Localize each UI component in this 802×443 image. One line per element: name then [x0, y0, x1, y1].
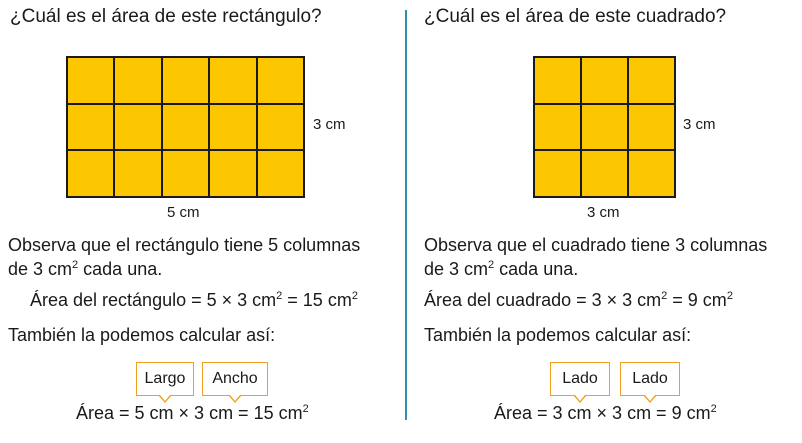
- unit-square-cell: [629, 151, 674, 196]
- width-tag: Ancho: [202, 362, 268, 396]
- unit-square-cell: [258, 105, 303, 150]
- unit-square-cell: [115, 58, 160, 103]
- unit-square-cell: [582, 58, 627, 103]
- unit-square-cell: [68, 105, 113, 150]
- square-area-formula: Área = 3 cm × 3 cm = 9 $cm^2$: [494, 403, 717, 423]
- unit-square-cell: [210, 105, 255, 150]
- rectangle-grid: [66, 56, 305, 198]
- unit-square-cell: [163, 105, 208, 150]
- unit-square-cell: [163, 58, 208, 103]
- square-observe-line2: de 3 $cm^2$ cada una.: [424, 259, 579, 279]
- rectangle-height-label: 3 cm: [313, 116, 346, 133]
- square-question: ¿Cuál es el área de este cuadrado?: [424, 6, 727, 27]
- unit-square-cell: [582, 151, 627, 196]
- square-observe-line1: Observa que el cuadrado tiene 3 columnas: [424, 235, 768, 255]
- unit-square-cell: [258, 58, 303, 103]
- rectangle-area-formula: Área = 5 cm × 3 cm = 15 $cm^2$: [76, 403, 309, 423]
- rectangle-observe-line2: de 3 $cm^2$ cada una.: [8, 259, 163, 279]
- unit-square-cell: [258, 151, 303, 196]
- rectangle-example-panel: [0, 0, 400, 443]
- rectangle-question: ¿Cuál es el área de este rectángulo?: [10, 6, 322, 27]
- unit-square-cell: [163, 151, 208, 196]
- rectangle-width-label: 5 cm: [167, 204, 200, 221]
- unit-square-cell: [68, 151, 113, 196]
- square-height-label: 3 cm: [683, 116, 716, 133]
- length-tag: Largo: [136, 362, 194, 396]
- unit-square-cell: [535, 58, 580, 103]
- side-tag-2: Lado: [620, 362, 680, 396]
- side-tag-1: Lado: [550, 362, 610, 396]
- unit-square-cell: [210, 58, 255, 103]
- unit-square-cell: [115, 151, 160, 196]
- rectangle-observe-line1: Observa que el rectángulo tiene 5 columnas: [8, 235, 361, 255]
- square-grid: [533, 56, 676, 198]
- square-example-panel: [412, 0, 802, 443]
- square-also-text: También la podemos calcular así:: [424, 325, 692, 345]
- unit-square-cell: [210, 151, 255, 196]
- unit-square-cell: [629, 105, 674, 150]
- unit-square-cell: [115, 105, 160, 150]
- rectangle-area-equation: Área del rectángulo = 5 × 3 $cm^2 = 15$ $cm^2$: [30, 290, 358, 310]
- square-width-label: 3 cm: [587, 204, 620, 221]
- unit-square-cell: [68, 58, 113, 103]
- unit-square-cell: [629, 58, 674, 103]
- unit-square-cell: [535, 151, 580, 196]
- rectangle-also-text: También la podemos calcular así:: [8, 325, 276, 345]
- panel-divider: [405, 10, 407, 420]
- square-area-equation: Área del cuadrado = 3 × 3 $cm^2 = 9$ $cm^2$: [424, 290, 733, 310]
- unit-square-cell: [535, 105, 580, 150]
- unit-square-cell: [582, 105, 627, 150]
